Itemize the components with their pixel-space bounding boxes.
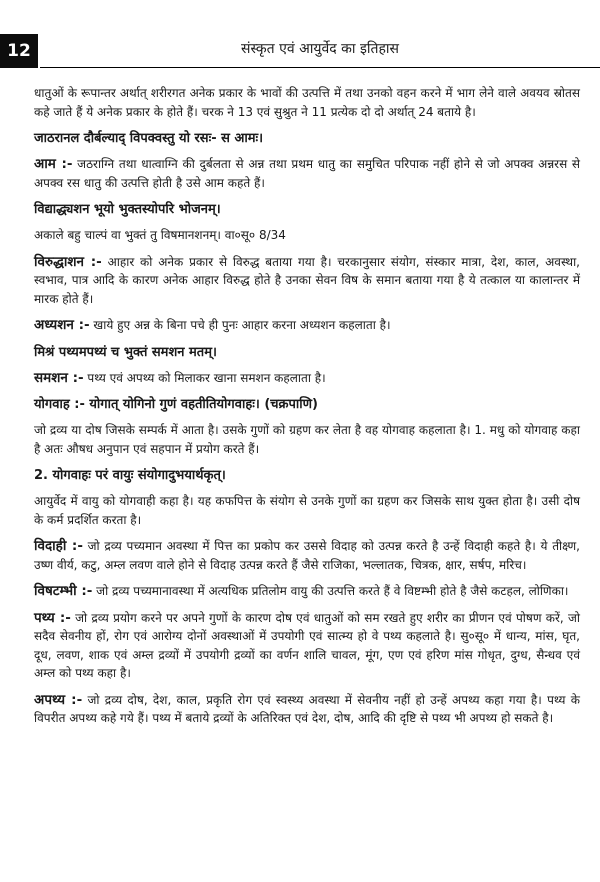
adhyashan-paragraph bbox=[34, 316, 580, 335]
vidahi-text: जो द्रव्य पच्यमान अवस्था में पित्त का प्रकोप कर उससे विदाह को उत्पन्न करते है उन्हें विदाही कहते है। ये तीक्ष्ण, उष्ण वीर्य, कटु, अम्ल लवण वाले होने से विदाह उत्पन्न करते हैं जैसे राजिका, भल्लातक, चित्रक, क्षार, सर्षप, मरिच। bbox=[34, 539, 580, 572]
heading-yogavah: योगवाह :- योगात् योगिनो गुणं वहतीतियोगवाहः। (चक्रपाणि) bbox=[34, 397, 318, 412]
aam-paragraph bbox=[34, 155, 580, 192]
page-header bbox=[0, 34, 600, 68]
viruddhashan-term: विरुद्धाशन :- bbox=[34, 253, 102, 270]
adhyashan-text: खाये हुए अन्न के बिना पचे ही पुनः आहार करना अध्यशन कहलाता है। bbox=[89, 318, 391, 332]
pathya-paragraph bbox=[34, 609, 580, 683]
vishtambhi-text: जो द्रव्य पच्यमानावस्था में अत्यधिक प्रतिलोम वायु की उत्पत्ति करते हैं वे विष्टम्भी होते है जैसे कटहल, लोणिका। bbox=[92, 584, 569, 598]
aam-text: जठराग्नि तथा धात्वाग्नि की दुर्बलता से अन्न तथा प्रथम धातु का समुचित परिपाक नहीं होने से जो अपक्व अन्नरस से अपक्व रस धातु की उत्पत्ति होती है उसे आम कहते हैं। bbox=[34, 157, 580, 190]
heading-jatharanal: जाठरानल दौर्बल्याद् विपक्वस्तु यो रसः- स आमः। bbox=[34, 131, 264, 146]
verse-line: अकाले बहु चाल्पं वा भुक्तं तु विषमानशनम्। वा०सू० 8/34 bbox=[34, 228, 286, 242]
page-number: 12 bbox=[0, 34, 38, 68]
adhyashan-term: अध्यशन :- bbox=[34, 317, 90, 333]
vishtambhi-term: विषटम्भी :- bbox=[34, 583, 93, 599]
running-title: संस्कृत एवं आयुर्वेद का इतिहास bbox=[241, 41, 399, 57]
vayu-paragraph: आयुर्वेद में वायु को योगवाही कहा है। यह कफपित्त के संयोग से उनके गुणों का ग्रहण कर जिसके साथ युक्त होता है। उसी दोष के कर्म प्रदर्शित करता है। bbox=[34, 494, 580, 527]
header-rule bbox=[40, 67, 600, 68]
aam-term: आम :- bbox=[34, 156, 73, 172]
heading-adhyashan-verse: विद्याद्ध्यशन भूयो भुक्तस्योपरि भोजनम्। bbox=[34, 202, 221, 217]
apathya-term: अपथ्य :- bbox=[34, 691, 83, 708]
yogavah-paragraph: जो द्रव्य या दोष जिसके सम्पर्क में आता है। उसके गुणों को ग्रहण कर लेता है वह योगवाह कहलाता है। 1. मधु को योगवाह कहा है अतः औषध अनुपान एवं सहपान में प्रयोग करते हैं। bbox=[34, 423, 580, 456]
viruddhashan-text: आहार को अनेक प्रकार से विरुद्ध बताया गया है। चरकानुसार संयोग, संस्कार मात्रा, देश, काल, अवस्था, स्वभाव, पात्र आदि के कारण अनेक आहार विरुद्ध होते है उनका सेवन विष के समान बताया गया है ये तत्काल या कालान्तर में मारक होते हैं। bbox=[34, 254, 580, 306]
page-content bbox=[34, 84, 580, 736]
vishtambhi-paragraph bbox=[34, 582, 580, 601]
pathya-text: जो द्रव्य प्रयोग करने पर अपने गुणों के कारण दोष एवं धातुओं को सम रखते हुए शरीर का प्रीणन एवं पोषण करें, जो सदैव सेवनीय हों, रोग एवं आरोग्य दोनों अवस्थाओं में उपयोगी एवं सात्म्य हो वे पथ्य कहलाते है। सु०सू० में धान्य, मांस, घृत, दूध, लवण, शाक एवं अम्ल द्रव्यों में उपयोगी द्रव्यों का वर्णन शालि चावल, मूंग, एण एवं हरिण मांस गोधृत, दुग्ध, सैन्धव एवं अम्ल को पथ्य कहा है। bbox=[34, 610, 580, 680]
apathya-paragraph bbox=[34, 691, 580, 728]
vidahi-term: विदाही :- bbox=[34, 538, 83, 554]
pathya-term: पथ्य :- bbox=[34, 609, 71, 626]
samashan-text: पथ्य एवं अपथ्य को मिलाकर खाना समशन कहलाता है। bbox=[83, 370, 326, 385]
heading-samashan-verse: मिश्रं पथ्यमपथ्यं च भुक्तं समशन मतम्। bbox=[34, 344, 217, 360]
viruddhashan-paragraph bbox=[34, 253, 580, 309]
heading-vayu-yogavah: 2. योगवाहः परं वायुः संयोगादुभयार्थकृत्। bbox=[34, 468, 226, 483]
vidahi-paragraph bbox=[34, 537, 580, 574]
samashan-paragraph bbox=[34, 369, 580, 388]
apathya-text: जो द्रव्य दोष, देश, काल, प्रकृति रोग एवं स्वस्थ्य अवस्था में सेवनीय नहीं हो उन्हें अपथ्य कहा गया है। पथ्य के विपरीत अपथ्य कहे गये हैं। पथ्य में बताये द्रव्यों के अतिरिक्त एवं देश, दोष, आदि की दृष्टि से पथ्य भी अपथ्य हो सकते है। bbox=[34, 692, 580, 725]
samashan-term: समशन :- bbox=[34, 369, 84, 386]
intro-paragraph: धातुओं के रूपान्तर अर्थात् शरीरगत अनेक प्रकार के भावों की उत्पत्ति में तथा उनको वहन करने में भाग लेने वाले अवयव स्रोतस कहे जाते हैं ये अनेक प्रकार के होते हैं। चरक ने 13 एवं सुश्रुत ने 11 प्रत्येक दो दो अर्थात् 24 बताये है। bbox=[34, 86, 580, 119]
